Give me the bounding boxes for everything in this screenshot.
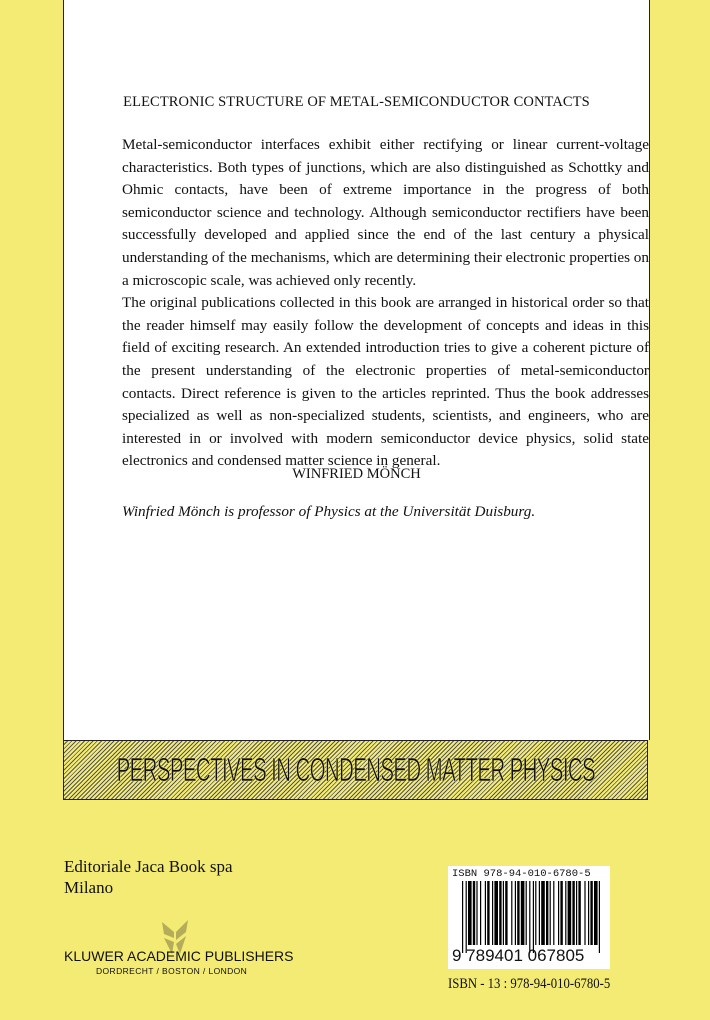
barcode-bar — [503, 881, 504, 945]
barcode-bar — [541, 881, 545, 945]
barcode-bar — [517, 881, 519, 945]
author-name: WINFRIED MÖNCH — [292, 466, 421, 482]
barcode-bar — [572, 881, 574, 945]
author-bio: Winfried Mönch is professor of Physics at the Universität Duisburg. — [122, 503, 536, 520]
series-banner — [63, 740, 648, 800]
barcode-bar — [578, 881, 580, 945]
blurb-paragraph: The original publications collected in this book are arranged in historical order so that the reader himself may easily follow the development of concepts and ideas in this field of exciting research. An extended introduction tries to give a coherent picture of the present understanding of the electronic properties of metal-semiconductor contacts. Direct reference is given to the articles reprinted. Thus the book addresses specialized as well as non-specialized students, scientists, and engineers, who are interested in or involved with modern semiconductor device physics, solid state electronics and condensed matter science in general. — [122, 294, 649, 470]
copublisher — [64, 856, 233, 898]
barcode — [448, 866, 610, 969]
barcode-bar — [553, 881, 554, 945]
barcode-bar — [535, 881, 536, 945]
barcode-bar — [515, 881, 516, 945]
barcode-bar — [594, 881, 598, 945]
barcode-bar — [492, 881, 493, 945]
blurb — [122, 134, 649, 473]
barcode-bar — [588, 881, 589, 945]
barcode-bar — [505, 881, 507, 945]
barcode-bar — [533, 881, 534, 953]
barcode-bar — [584, 881, 585, 945]
barcode-isbn: ISBN 978-94-010-6780-5 — [452, 868, 591, 880]
barcode-bar — [590, 881, 592, 945]
copublisher-name: Editoriale Jaca Book spa — [64, 857, 233, 876]
barcode-bar — [521, 881, 525, 945]
barcode-bar — [473, 881, 475, 945]
barcode-digits: 9 789401 067805 — [452, 946, 585, 965]
barcode-bar — [565, 881, 566, 945]
barcode-bar — [485, 881, 486, 945]
series-title: PERSPECTIVES IN CONDENSED MATTER PHYSICS — [116, 751, 595, 788]
barcode-bar — [511, 881, 512, 945]
barcode-bar — [499, 881, 501, 945]
barcode-bar — [539, 881, 540, 945]
barcode-bar — [576, 881, 577, 945]
barcode-bars — [462, 881, 602, 953]
barcode-bar — [550, 881, 551, 945]
barcode-bar — [476, 881, 477, 945]
barcode-bar — [466, 881, 467, 953]
barcode-bar — [494, 881, 498, 945]
barcode-bar — [468, 881, 472, 945]
barcode-bar — [480, 881, 481, 945]
publisher-cities: DORDRECHT / BOSTON / LONDON — [96, 966, 248, 976]
book-title: ELECTRONIC STRUCTURE OF METAL-SEMICONDUCTOR CONTACTS — [123, 94, 590, 110]
barcode-bar — [529, 881, 530, 953]
barcode-bar — [546, 881, 548, 945]
barcode-bar — [558, 881, 559, 945]
barcode-bar — [462, 881, 463, 953]
publisher-name: KLUWER ACADEMIC PUBLISHERS — [64, 948, 294, 964]
barcode-bar — [487, 881, 489, 945]
copublisher-city: Milano — [64, 878, 114, 897]
barcode-bar — [568, 881, 572, 945]
barcode-bar — [560, 881, 562, 945]
barcode-bar — [526, 881, 527, 945]
isbn-13: ISBN - 13 : 978-94-010-6780-5 — [448, 976, 611, 992]
blurb-paragraph: Metal-semiconductor interfaces exhibit either rectifying or linear current-voltage characteristics. Both types of junctions, which are also distinguished as Schottky and Ohmic contacts, have been of extreme importance in the progress of both semiconductor science and technology. Although semiconductor rectifiers have been successfully developed and applied since the end of the last century a physical understanding of the mechanisms, which are determining their electronic properties on a microscopic scale, was achieved only recently. — [122, 136, 649, 289]
barcode-bar — [599, 881, 600, 953]
